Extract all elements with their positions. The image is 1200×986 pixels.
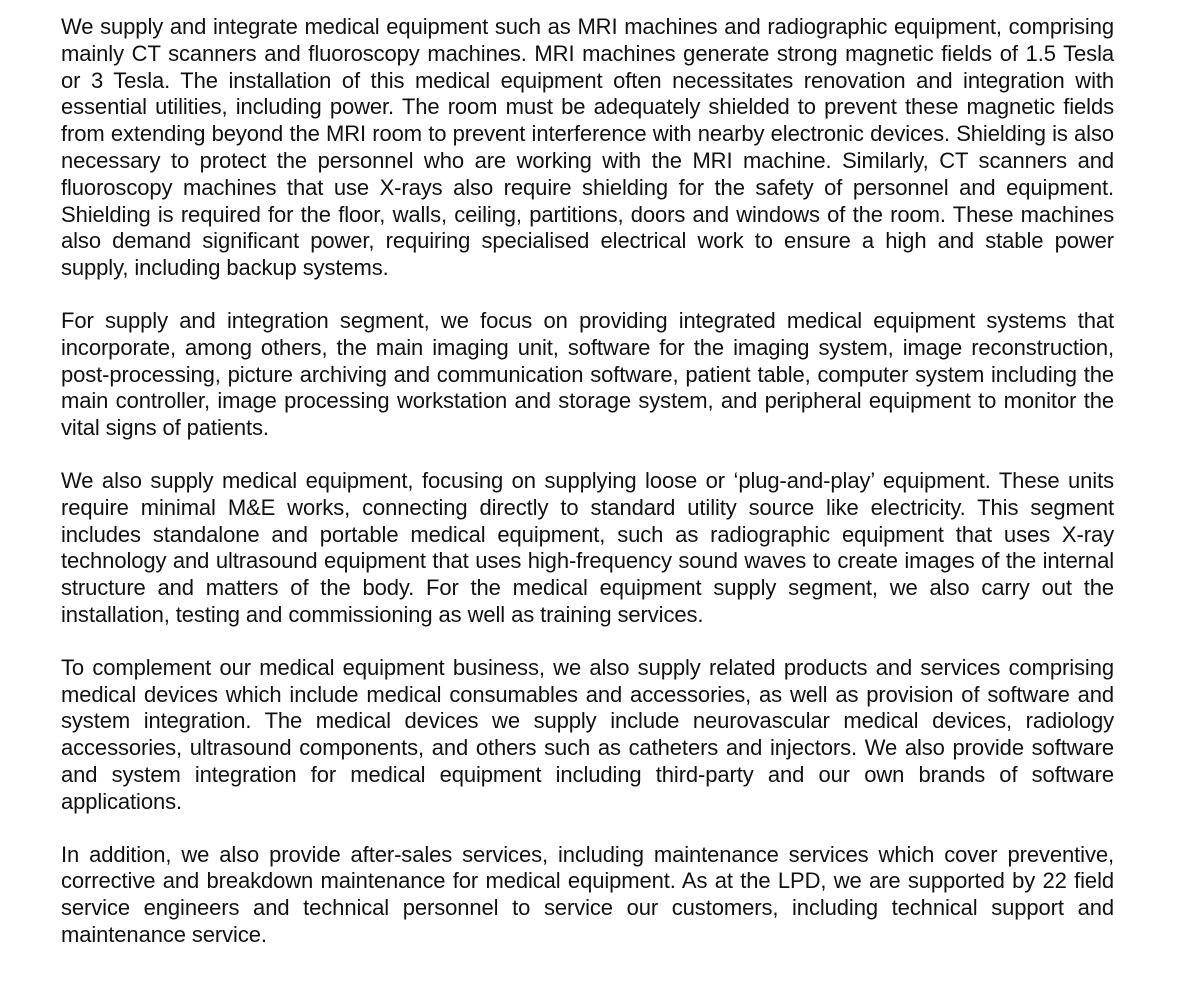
document-body [61, 14, 1114, 975]
paragraph-mri-integration: We supply and integrate medical equipment such as MRI machines and radiographic equipment, comprising mainly CT scanners and fluoroscopy machines. MRI machines generate strong magnetic fields of 1.5 Tesla or 3 Tesla. The installation of this medical equipment often necessitates renovation and integration with essential utilities, including power. The room must be adequately shielded to prevent these magnetic fields from extending beyond the MRI room to prevent interference with nearby electronic devices. Shielding is also necessary to protect the personnel who are working with the MRI machine. Similarly, CT scanners and fluoroscopy machines that use X-rays also require shielding for the safety of personnel and equipment. Shielding is required for the floor, walls, ceiling, partitions, doors and windows of the room. These machines also demand significant power, requiring specialised electrical work to ensure a high and stable power supply, including backup systems. [61, 14, 1114, 281]
paragraph-medical-equipment-supply: We also supply medical equipment, focusing on supplying loose or ‘plug-and-play’ equipment. These units require minimal M&E works, connecting directly to standard utility source like electricity. This segment includes standalone and portable medical equipment, such as radiographic equipment that uses X-ray technology and ultrasound equipment that uses high-frequency sound waves to create images of the internal structure and matters of the body. For the medical equipment supply segment, we also carry out the installation, testing and commissioning as well as training services. [61, 467, 1114, 627]
paragraph-after-sales: In addition, we also provide after-sales services, including maintenance services which cover preventive, corrective and breakdown maintenance for medical equipment. As at the LPD, we are supported by 22 field service engineers and technical personnel to service our customers, including technical support and maintenance service. [61, 841, 1114, 947]
paragraph-related-products: To complement our medical equipment business, we also supply related products and services comprising medical devices which include medical consumables and accessories, as well as provision of software and system integration. The medical devices we supply include neurovascular medical devices, radiology accessories, ultrasound components, and others such as catheters and injectors. We also provide software and system integration for medical equipment including third-party and our own brands of software applications. [61, 654, 1114, 814]
paragraph-supply-integration-segment: For supply and integration segment, we focus on providing integrated medical equipment systems that incorporate, among others, the main imaging unit, software for the imaging system, image reconstruction, post-processing, picture archiving and communication software, patient table, computer system including the main controller, image processing workstation and storage system, and peripheral equipment to monitor the vital signs of patients. [61, 307, 1114, 441]
